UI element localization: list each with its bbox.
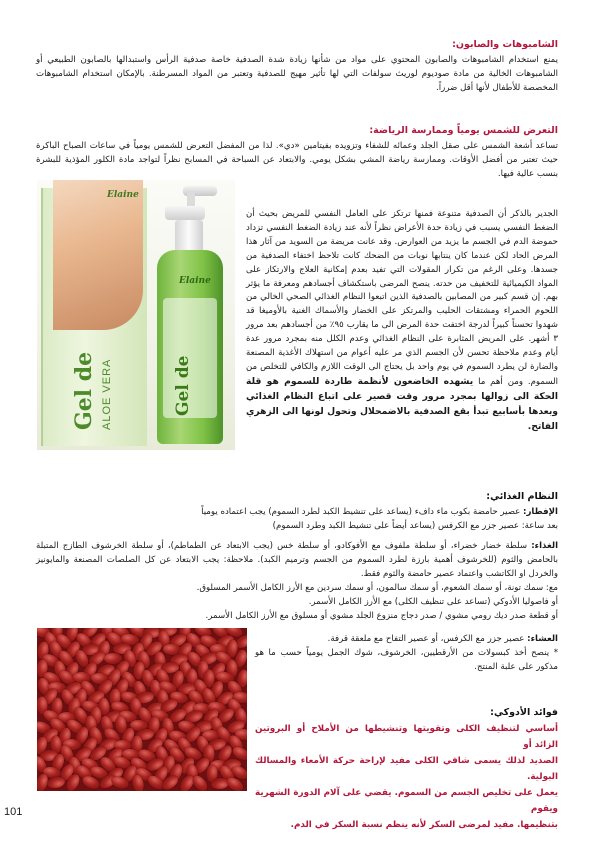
- breakfast-after: بعد ساعة: عصير جزر مع الكرفس (يساعد أيضاً على تنشيط الكبد وطرد السموم): [272, 521, 558, 531]
- adzuki-title: فوائد الأدوكي:: [490, 707, 558, 718]
- adzuki-line-2: الصديد لذلك يسمى شافي الكلى مفيد لإراحة حركة الأمعاء والمسالك البولية.: [255, 756, 558, 782]
- breakfast-text: عصير حامضة بكوب ماء دافء (يساعد على تنشيط الكبد لطرد السموم) يجب اعتماده يومياً: [201, 507, 521, 517]
- main-paragraph-bold: يشهده الخاضعون لأنظمة طاردة للسموم هو قلة الحكة الى زوالها بمجرد مرور وقت قصير على اتباع النظام الغذائي وبعدها بأسابيع تبدأ بقع الصدفية بالاضمحلال وتحول لونها الى الزهري الفاتح.: [246, 375, 558, 432]
- diet-section: [36, 490, 558, 623]
- adzuki-beans-photo: [37, 628, 247, 791]
- bottle-brand: Elaine: [179, 276, 211, 286]
- main-paragraph: [36, 208, 558, 452]
- box-label-aloe: ALOE VERA: [101, 358, 113, 430]
- adzuki-line-4: بتنظيمها. مفيد لمرضى السكر لأنه ينظم نسبة السكر في الدم.: [290, 820, 558, 830]
- adzuki-line-3: يعمل على تخليص الجسم من السموم. يقضي على آلام الدورة الشهرية ويقوم: [255, 788, 558, 814]
- lunch-text: سلطة خضار خضراء، أو سلطة ملفوف مع الأفوكادو، أو سلطة خس (يجب الابتعاد عن الطماطم)، أو سلطة الخرشوف الطازج المتبلة بالحامض والثوم (للخرشوف أهمية بارزة لطرد السموم من الجسم وترميم الكبد). ملاحظة: يجب الابتعاد عن كل الصلصات المصنعة والمايونيز والخردل او الكاتشب واعتماد عصير حامضة والثوم فقط.: [36, 541, 558, 579]
- page-number: 101: [4, 806, 23, 818]
- section-shampoo: [36, 38, 558, 95]
- section-sun-body: تساعد أشعة الشمس على صقل الجلد وعمائه للشفاء وتزويده بفيتامين «دي». لذا من المفضل التعرض للشمس يومياً في ساعات الصباح الباكرة حيث تعتبر من أفضل الأوقات. وممارسة رياضة المشي بشكل يومي. والابتعاد عن السباحة في المسابح نظراً لتواجد مادة الكلور المؤذية للبشرة بنسب عالية فيها.: [36, 141, 558, 179]
- capsule-note: * ينصح أخذ كبسولات من الأرقطيين، الخرشوف، شوك الجمل يومياً حسب ما هو مذكور على علبة المنتج.: [255, 648, 558, 672]
- section-shampoo-title: الشامبوهات والصابون:: [452, 39, 558, 50]
- lunch-label: الغذاء:: [531, 541, 559, 551]
- section-sun-title: التعرض للشمس يومياً وممارسة الرياضة:: [369, 125, 558, 136]
- section-shampoo-body: يمنع استخدام الشامبوهات والصابون المحتوي على مواد من شأنها زيادة شدة الصدفية خاصة صدفية الرأس واستبدالها بالصابون الطبيعي أو الشامبوهات الخالية من مادة صوديوم لوريث سولفات التي لها تأثير مهيج للصدفية وتعتبر من المواد المسرطنة. بالإمكان استخدام الشامبوهات المخصصة للأطفال لأنها أقل ضرراً.: [36, 55, 558, 93]
- box-brand: Elaine: [107, 190, 139, 200]
- with-line-2: أو فاصوليا الأدوكي (تساعد على تنظيف الكلى) مع الأرز الكامل الأسمر.: [308, 597, 558, 607]
- breakfast-label: الإفطار:: [523, 507, 558, 517]
- with-line-3: أو قطعة صدر ديك رومي مشوي / صدر دجاج منزوع الجلد مشوي أو مسلوق مع الأرز الكامل الأسمر.: [205, 611, 558, 621]
- dinner-section: [255, 632, 558, 674]
- main-paragraph-text: الجدير بالذكر أن الصدفية متنوعة فمنها ترتكز على العامل النفسي للمريض بحيث أن الضغط النفسي يسبب في زيادة حدة الأعراض نظراً لأنه عند زيادة الضغط النفسي تزداد حموضة الدم في الجسم ما يزيد من العوارض. وقد عانت مريضة من السويد من آثار هذا المرض الحاد لكن عندما كان ينتابها نوبات من الضحك كانت تلاحظ اختفاء الصدفية من جسدها. وعلى الرغم من تكرار المقولات التي تفيد بعدم إمكانية العلاج والارتكاز على المواد الكيميائية للتخفيف من حدته. ينصح المرضى باستكشاف أجسادهم ومعرفة ما يؤثر بهم. إن قسم كبير من المصابين بالصدفية الذين اتبعوا النظام الغذائي الصحي الخالي من اللحوم الحمراء ومشتقات الحليب والمرتكز على الخضار والأسماك الغنية بالأوميغا قد شهدوا تحسناً كبيراً لدرجة اختفت حدة المرض الى ما يقارب ٩٥٪ من أجسادهم بعد مرور ٣ أشهر. على المريض المثابرة على النظام الغذائي وعدم الكلل منه بمجرد مرور عدة أيام وعدم ملاحظة تحسن لأن الجسم الذي مر عليه أعوام من استهلاك الأغذية المصنعة والضارة لن يطرد السموم في يوم واحد بل يحتاج الى الوقت اللازم والكافي للتخلص من السموم. ومن أهم ما: [246, 209, 559, 387]
- box-label-gel: Gel de: [71, 351, 97, 430]
- adzuki-section: [255, 706, 558, 833]
- diet-title: النظام الغذائي:: [486, 491, 558, 502]
- with-line-1: مع: سمك تونة، أو سمك الشعوم، أو سمك سالمون، أو سمك سردين مع الأرز الكامل الأسمر المسلوق.: [196, 583, 558, 593]
- bottle-label-text: Gel de: [173, 355, 193, 416]
- dinner-label: العشاء:: [527, 634, 558, 644]
- adzuki-line-1: أساسي لتنظيف الكلى وتقويتها وتنشيطها من الأملاح أو البروتين الزائد أو: [255, 724, 558, 750]
- dinner-text: عصير جزر مع الكرفس، أو عصير التفاح مع ملعقة قرفة.: [327, 634, 525, 644]
- lunch-line: [36, 539, 558, 581]
- breakfast-line: [36, 505, 558, 519]
- section-sun: [36, 124, 558, 181]
- photo-wrap-space: [36, 208, 246, 452]
- dinner-line: [255, 632, 558, 646]
